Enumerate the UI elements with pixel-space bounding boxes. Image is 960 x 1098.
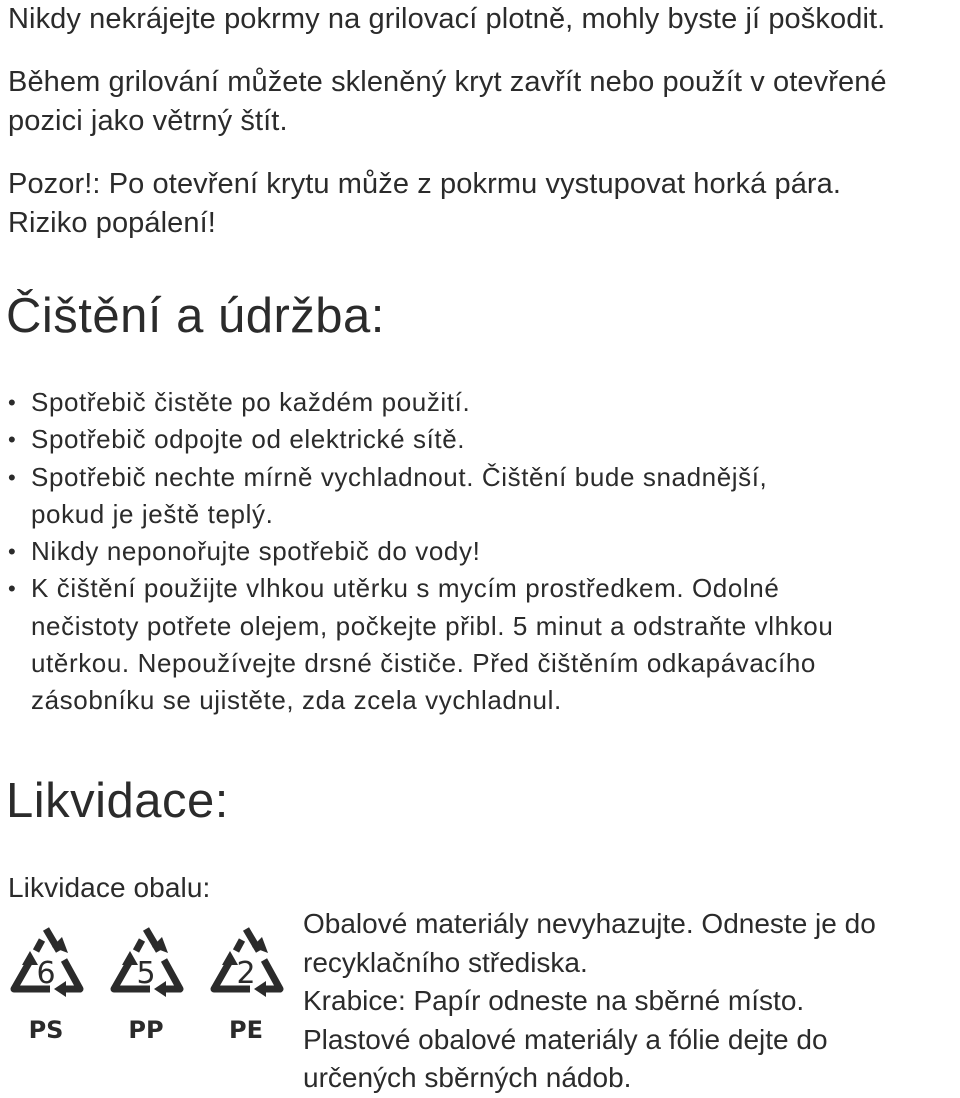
recycling-symbol-icon [114,929,180,1044]
bullet-icon: • [8,427,17,453]
intro-line-1: Nikdy nekrájejte pokrmy na grilovací plotně, mohly byste jí poškodit. [8,3,886,35]
cleaning-item-line: zásobníku se ujistěte, zda zcela vychladnul. [31,685,562,716]
cleaning-item-line: Spotřebič čistěte po každém použití. [31,387,471,417]
cleaning-heading: Čištění a údržba: [6,289,385,343]
recycling-symbol-icon [14,929,80,1044]
intro-line-3b: Riziko popálení! [8,207,216,239]
disposal-heading: Likvidace: [6,774,229,828]
recycling-symbol-icon [214,929,280,1044]
intro-line-2b: pozici jako větrný štít. [8,105,288,137]
cleaning-item [0,459,833,534]
intro-line-3a: Pozor!: Po otevření krytu může z pokrmu vystupovat horká pára. [8,168,842,200]
cleaning-item [0,384,833,421]
cleaning-item [0,421,833,458]
bullet-icon: • [8,539,17,565]
bullet-icon: • [8,576,17,602]
disposal-text-line: určených sběrných nádob. [303,1062,632,1093]
resin-code: PS [28,1016,64,1044]
cleaning-item [0,533,833,570]
disposal-text-line: Obalové materiály nevyhazujte. Odneste je do [303,908,876,939]
disposal-text-line: Plastové obalové materiály a fólie dejte do [303,1023,828,1055]
cleaning-item-line: Nikdy neponořujte spotřebič do vody! [31,536,481,567]
cleaning-item-line: K čištění použijte vlhkou utěrku s mycím prostředkem. Odolné [31,573,780,604]
cleaning-item-line: Spotřebič nechte mírně vychladnout. Čištění bude snadnější, [31,461,768,492]
resin-code: PE [229,1016,263,1044]
bullet-icon: • [8,390,17,415]
cleaning-item-line: pokud je ještě teplý. [31,498,274,529]
disposal-text-line: recyklačního střediska. [303,946,588,978]
disposal-label: Likvidace obalu: [8,872,211,903]
disposal-text-line: Krabice: Papír odneste na sběrné místo. [303,985,805,1016]
resin-number: 2 [236,956,256,991]
bullet-icon: • [8,464,17,490]
resin-number: 6 [36,956,56,991]
resin-code: PP [128,1016,164,1044]
intro-line-2a: Během grilování můžete skleněný kryt zavřít nebo použít v otevřené [8,66,887,98]
resin-number: 5 [136,956,156,991]
cleaning-item-line: Spotřebič odpojte od elektrické sítě. [31,424,466,455]
disposal-text [303,905,876,1098]
cleaning-item [0,570,833,719]
recycling-symbols [6,925,288,1055]
cleaning-item-line: utěrkou. Nepoužívejte drsné čističe. Před čištěním odkapávacího [31,648,816,679]
cleaning-list [0,384,833,720]
cleaning-item-line: nečistoty potřete olejem, počkejte přibl. 5 minut a odstraňte vlhkou [31,610,834,641]
